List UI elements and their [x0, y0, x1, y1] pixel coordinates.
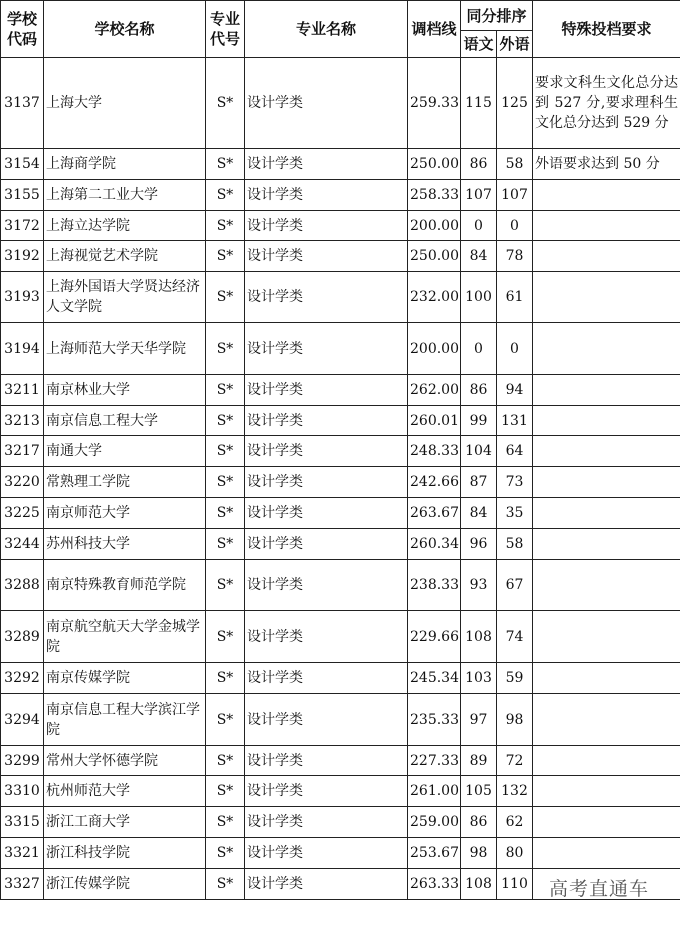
school-code-cell: 3194 — [1, 323, 44, 375]
school-code-cell: 3310 — [1, 776, 44, 807]
yuwen-rank-cell: 108 — [461, 611, 497, 663]
major-name-cell: 设计学类 — [245, 663, 408, 694]
score-line-cell: 250.00 — [408, 149, 461, 180]
major-code-cell: S* — [206, 611, 245, 663]
score-line-cell: 248.33 — [408, 436, 461, 467]
yuwen-rank-cell: 93 — [461, 560, 497, 611]
score-line-cell: 229.66 — [408, 611, 461, 663]
table-row — [1, 467, 680, 498]
school-name-cell: 上海商学院 — [44, 149, 206, 180]
major-code-cell: S* — [206, 149, 245, 180]
table-row — [1, 776, 680, 807]
table-row — [1, 58, 680, 149]
special-requirement-cell — [533, 838, 680, 869]
major-name-cell: 设计学类 — [245, 746, 408, 776]
header-major-code: 专业 代号 — [206, 1, 245, 58]
school-code-cell: 3315 — [1, 807, 44, 838]
major-code-cell: S* — [206, 807, 245, 838]
school-code-cell: 3172 — [1, 211, 44, 241]
major-name-cell: 设计学类 — [245, 611, 408, 663]
waiyu-rank-cell: 35 — [497, 498, 533, 529]
school-name-cell: 南京航空航天大学金城学院 — [44, 611, 206, 663]
major-code-cell: S* — [206, 272, 245, 323]
table-row — [1, 694, 680, 746]
major-name-cell: 设计学类 — [245, 807, 408, 838]
waiyu-rank-cell: 98 — [497, 694, 533, 746]
yuwen-rank-cell: 87 — [461, 467, 497, 498]
major-code-cell: S* — [206, 406, 245, 436]
major-code-cell: S* — [206, 560, 245, 611]
school-name-cell: 南通大学 — [44, 436, 206, 467]
school-code-cell: 3299 — [1, 746, 44, 776]
major-name-cell: 设计学类 — [245, 498, 408, 529]
special-requirement-cell — [533, 746, 680, 776]
yuwen-rank-cell: 108 — [461, 869, 497, 900]
major-code-cell: S* — [206, 180, 245, 211]
table-row — [1, 807, 680, 838]
school-name-cell: 浙江工商大学 — [44, 807, 206, 838]
major-name-cell: 设计学类 — [245, 272, 408, 323]
score-line-cell: 260.01 — [408, 406, 461, 436]
waiyu-rank-cell: 0 — [497, 211, 533, 241]
special-requirement-cell — [533, 406, 680, 436]
special-requirement-cell — [533, 323, 680, 375]
waiyu-rank-cell: 64 — [497, 436, 533, 467]
waiyu-rank-cell: 110 — [497, 869, 533, 900]
score-line-cell: 260.34 — [408, 529, 461, 560]
major-code-cell: S* — [206, 869, 245, 900]
school-code-cell: 3193 — [1, 272, 44, 323]
school-code-cell: 3244 — [1, 529, 44, 560]
school-name-cell: 上海外国语大学贤达经济人文学院 — [44, 272, 206, 323]
major-name-cell: 设计学类 — [245, 375, 408, 406]
school-name-cell: 杭州师范大学 — [44, 776, 206, 807]
table-row — [1, 746, 680, 776]
score-line-cell: 259.33 — [408, 58, 461, 149]
score-line-cell: 263.33 — [408, 869, 461, 900]
table-row — [1, 211, 680, 241]
special-requirement-cell — [533, 180, 680, 211]
yuwen-rank-cell: 100 — [461, 272, 497, 323]
major-name-cell: 设计学类 — [245, 694, 408, 746]
yuwen-rank-cell: 89 — [461, 746, 497, 776]
major-code-cell: S* — [206, 211, 245, 241]
yuwen-rank-cell: 103 — [461, 663, 497, 694]
yuwen-rank-cell: 107 — [461, 180, 497, 211]
major-name-cell: 设计学类 — [245, 211, 408, 241]
score-line-cell: 261.00 — [408, 776, 461, 807]
yuwen-rank-cell: 105 — [461, 776, 497, 807]
special-requirement-cell — [533, 776, 680, 807]
yuwen-rank-cell: 99 — [461, 406, 497, 436]
table-row — [1, 529, 680, 560]
header-waiyu: 外语 — [497, 31, 533, 58]
score-line-cell: 245.34 — [408, 663, 461, 694]
yuwen-rank-cell: 0 — [461, 211, 497, 241]
major-name-cell: 设计学类 — [245, 529, 408, 560]
score-line-cell: 258.33 — [408, 180, 461, 211]
school-code-cell: 3217 — [1, 436, 44, 467]
school-code-cell: 3155 — [1, 180, 44, 211]
school-name-cell: 常熟理工学院 — [44, 467, 206, 498]
table-row — [1, 838, 680, 869]
yuwen-rank-cell: 104 — [461, 436, 497, 467]
waiyu-rank-cell: 132 — [497, 776, 533, 807]
waiyu-rank-cell: 58 — [497, 149, 533, 180]
waiyu-rank-cell: 0 — [497, 323, 533, 375]
special-requirement-cell — [533, 611, 680, 663]
major-name-cell: 设计学类 — [245, 323, 408, 375]
major-name-cell: 设计学类 — [245, 467, 408, 498]
header-school-code: 学校 代码 — [1, 1, 44, 58]
table-row — [1, 560, 680, 611]
school-code-cell: 3154 — [1, 149, 44, 180]
table-row — [1, 180, 680, 211]
waiyu-rank-cell: 80 — [497, 838, 533, 869]
table-row — [1, 323, 680, 375]
major-name-cell: 设计学类 — [245, 436, 408, 467]
major-name-cell: 设计学类 — [245, 58, 408, 149]
yuwen-rank-cell: 86 — [461, 149, 497, 180]
special-requirement-cell — [533, 498, 680, 529]
school-name-cell: 浙江传媒学院 — [44, 869, 206, 900]
special-requirement-cell — [533, 529, 680, 560]
school-code-cell: 3213 — [1, 406, 44, 436]
yuwen-rank-cell: 0 — [461, 323, 497, 375]
yuwen-rank-cell: 98 — [461, 838, 497, 869]
special-requirement-cell: 要求文科生文化总分达到 527 分,要求理科生文化总分达到 529 分 — [533, 58, 680, 149]
waiyu-rank-cell: 58 — [497, 529, 533, 560]
school-name-cell: 南京林业大学 — [44, 375, 206, 406]
table-row — [1, 663, 680, 694]
special-requirement-cell — [533, 560, 680, 611]
school-name-cell: 上海立达学院 — [44, 211, 206, 241]
school-code-cell: 3289 — [1, 611, 44, 663]
waiyu-rank-cell: 125 — [497, 58, 533, 149]
major-name-cell: 设计学类 — [245, 776, 408, 807]
school-name-cell: 苏州科技大学 — [44, 529, 206, 560]
table-row — [1, 149, 680, 180]
table-row — [1, 241, 680, 272]
header-rank: 同分排序 — [461, 1, 533, 31]
school-code-cell: 3292 — [1, 663, 44, 694]
major-code-cell: S* — [206, 776, 245, 807]
score-line-cell: 250.00 — [408, 241, 461, 272]
school-name-cell: 常州大学怀德学院 — [44, 746, 206, 776]
major-name-cell: 设计学类 — [245, 869, 408, 900]
waiyu-rank-cell: 107 — [497, 180, 533, 211]
major-name-cell: 设计学类 — [245, 180, 408, 211]
school-name-cell: 南京信息工程大学 — [44, 406, 206, 436]
major-name-cell: 设计学类 — [245, 560, 408, 611]
table-row — [1, 406, 680, 436]
score-line-cell: 242.66 — [408, 467, 461, 498]
header-score-line: 调档线 — [408, 1, 461, 58]
yuwen-rank-cell: 96 — [461, 529, 497, 560]
major-name-cell: 设计学类 — [245, 406, 408, 436]
header-major-name: 专业名称 — [245, 1, 408, 58]
score-line-cell: 200.00 — [408, 211, 461, 241]
school-name-cell: 上海第二工业大学 — [44, 180, 206, 211]
table-row — [1, 498, 680, 529]
school-code-cell: 3220 — [1, 467, 44, 498]
score-line-cell: 200.00 — [408, 323, 461, 375]
major-code-cell: S* — [206, 694, 245, 746]
major-name-cell: 设计学类 — [245, 241, 408, 272]
table-row — [1, 272, 680, 323]
waiyu-rank-cell: 73 — [497, 467, 533, 498]
yuwen-rank-cell: 86 — [461, 807, 497, 838]
special-requirement-cell — [533, 467, 680, 498]
yuwen-rank-cell: 86 — [461, 375, 497, 406]
school-code-cell: 3192 — [1, 241, 44, 272]
major-name-cell: 设计学类 — [245, 838, 408, 869]
special-requirement-cell — [533, 375, 680, 406]
major-code-cell: S* — [206, 58, 245, 149]
score-line-cell: 259.00 — [408, 807, 461, 838]
yuwen-rank-cell: 84 — [461, 241, 497, 272]
score-line-cell: 253.67 — [408, 838, 461, 869]
school-name-cell: 南京师范大学 — [44, 498, 206, 529]
major-code-cell: S* — [206, 838, 245, 869]
score-line-cell: 263.67 — [408, 498, 461, 529]
school-name-cell: 南京信息工程大学滨江学院 — [44, 694, 206, 746]
major-code-cell: S* — [206, 746, 245, 776]
school-name-cell: 南京特殊教育师范学院 — [44, 560, 206, 611]
waiyu-rank-cell: 62 — [497, 807, 533, 838]
school-code-cell: 3211 — [1, 375, 44, 406]
special-requirement-cell — [533, 694, 680, 746]
header-special-requirement: 特殊投档要求 — [533, 1, 680, 58]
major-code-cell: S* — [206, 375, 245, 406]
score-line-cell: 262.00 — [408, 375, 461, 406]
score-line-cell: 238.33 — [408, 560, 461, 611]
waiyu-rank-cell: 74 — [497, 611, 533, 663]
score-line-cell: 227.33 — [408, 746, 461, 776]
waiyu-rank-cell: 67 — [497, 560, 533, 611]
waiyu-rank-cell: 59 — [497, 663, 533, 694]
special-requirement-cell — [533, 211, 680, 241]
yuwen-rank-cell: 97 — [461, 694, 497, 746]
school-code-cell: 3225 — [1, 498, 44, 529]
major-code-cell: S* — [206, 498, 245, 529]
major-code-cell: S* — [206, 663, 245, 694]
major-code-cell: S* — [206, 323, 245, 375]
waiyu-rank-cell: 72 — [497, 746, 533, 776]
waiyu-rank-cell: 94 — [497, 375, 533, 406]
score-line-cell: 232.00 — [408, 272, 461, 323]
table-row — [1, 611, 680, 663]
major-name-cell: 设计学类 — [245, 149, 408, 180]
major-code-cell: S* — [206, 436, 245, 467]
school-code-cell: 3288 — [1, 560, 44, 611]
yuwen-rank-cell: 84 — [461, 498, 497, 529]
table-row — [1, 436, 680, 467]
special-requirement-cell — [533, 241, 680, 272]
school-name-cell: 上海大学 — [44, 58, 206, 149]
special-requirement-cell — [533, 807, 680, 838]
school-name-cell: 上海师范大学天华学院 — [44, 323, 206, 375]
special-requirement-cell — [533, 436, 680, 467]
school-code-cell: 3294 — [1, 694, 44, 746]
table-row — [1, 375, 680, 406]
score-line-cell: 235.33 — [408, 694, 461, 746]
major-code-cell: S* — [206, 467, 245, 498]
school-name-cell: 南京传媒学院 — [44, 663, 206, 694]
special-requirement-cell: 外语要求达到 50 分 — [533, 149, 680, 180]
school-name-cell: 上海视觉艺术学院 — [44, 241, 206, 272]
waiyu-rank-cell: 61 — [497, 272, 533, 323]
yuwen-rank-cell: 115 — [461, 58, 497, 149]
header-yuwen: 语文 — [461, 31, 497, 58]
waiyu-rank-cell: 131 — [497, 406, 533, 436]
brand-label: 高考直通车 — [548, 878, 649, 900]
header-school-name: 学校名称 — [44, 1, 206, 58]
school-code-cell: 3137 — [1, 58, 44, 149]
school-code-cell: 3327 — [1, 869, 44, 900]
special-requirement-cell — [533, 663, 680, 694]
major-code-cell: S* — [206, 529, 245, 560]
school-code-cell: 3321 — [1, 838, 44, 869]
waiyu-rank-cell: 78 — [497, 241, 533, 272]
major-code-cell: S* — [206, 241, 245, 272]
school-name-cell: 浙江科技学院 — [44, 838, 206, 869]
special-requirement-cell — [533, 272, 680, 323]
